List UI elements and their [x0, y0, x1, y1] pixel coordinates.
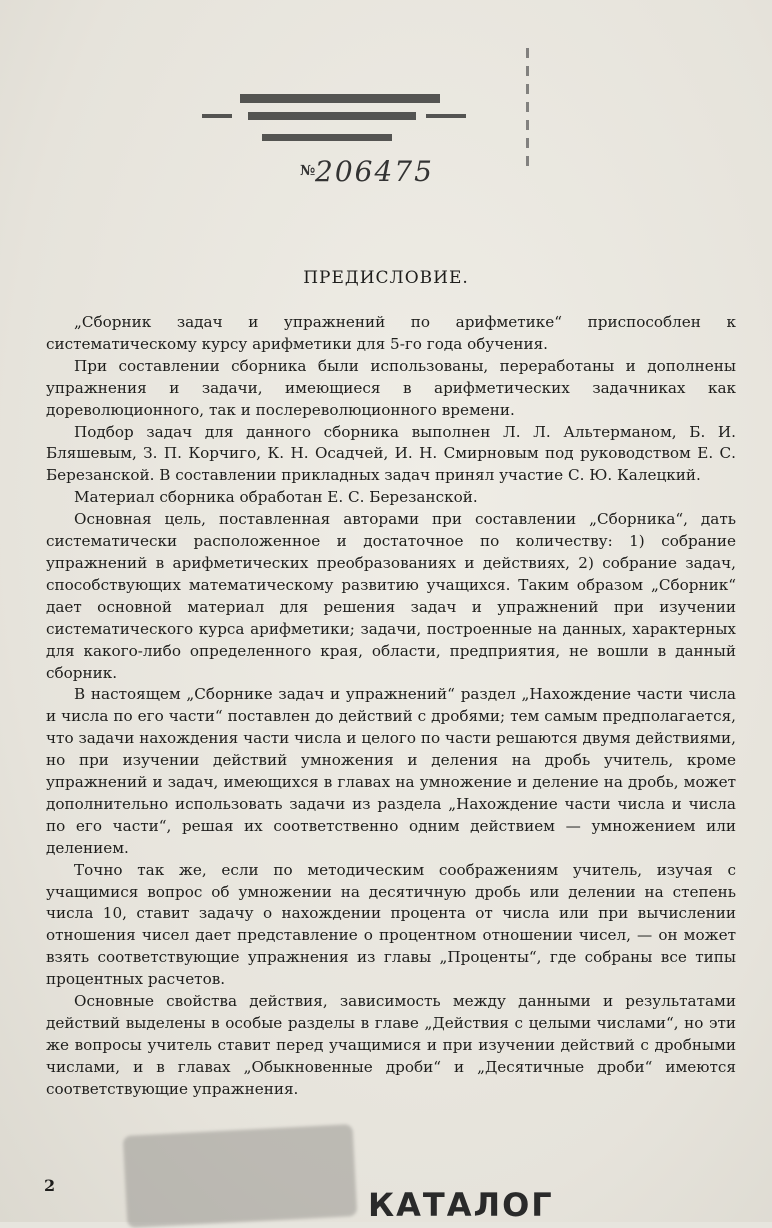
paragraph: Основная цель, поставленная авторами при составлении „Сборника“, дать систематически расположенное и достаточное по количеству: 1) собрание упражнений в арифметических преобразованиях и действиях, 2) собрание задач, способствующих математическому развитию учащихся. Таким образом „Сборник“ дает основной материал для решения задач и упражнений при изучении систематического курса арифметики; задачи, построенные на данных, характерных для какого-либо определенного края, области, предприятия, не вошли в данный сборник.: [46, 510, 736, 682]
page-title: ПРЕДИСЛОВИЕ.: [303, 268, 469, 288]
preface-text: [46, 312, 736, 1101]
margin-mark: [526, 48, 529, 166]
page-number: 2: [44, 1176, 56, 1195]
paragraph: При составлении сборника были использованы, переработаны и дополнены упражнения и задачи, имеющиеся в арифметических задачниках как дореволюционного, так и послереволюционного времени.: [46, 356, 736, 419]
ink-stamp-blot: [123, 1124, 357, 1228]
paragraph: Основные свойства действия, зависимость между данными и результатами действий выделены в особые разделы в главе „Действия с целыми числами“, но эти же вопросы учитель ставит перед учащимися и при изучении действий с дробными числами, и в главах „Обыкновенные дроби“ и „Десятичные дроби“ имеются соответствующие упражнения.: [46, 992, 736, 1098]
paragraph: Точно так же, если по методическим соображениям учитель, изучая с учащимися вопрос об умножении на десятичную дробь или делении на степень числа 10, ставит задачу о нахождении процента от числа или при вычислении отношения чисел дает представление о процентном отношении чисел, — он может взять соответствующие упражнения из главы „Проценты“, где собраны все типы процентных расчетов.: [46, 860, 736, 989]
inventory-number: 206475: [315, 155, 434, 188]
paragraph: Материал сборника обработан Е. С. Березанской.: [74, 488, 478, 507]
stamp-number-sign: №: [300, 163, 316, 179]
paragraph: Подбор задач для данного сборника выполнен Л. Л. Альтерманом, Б. И. Бляшевым, З. П. Корчиго, К. Н. Осадчей, И. Н. Смирновым под руководством Е. С. Березанской. В составлении прикладных задач принял участие С. Ю. Калецкий.: [46, 422, 736, 485]
catalog-stamp: КАТАЛОГ: [368, 1186, 554, 1224]
paragraph: „Сборник задач и упражнений по арифметике“ приспособлен к систематическому курсу арифметики для 5-го года обучения.: [46, 313, 736, 353]
paragraph: В настоящем „Сборнике задач и упражнений“ раздел „Нахождение части числа и числа по его части“ поставлен до действий с дробями; тем самым предполагается, что задачи нахождения части числа и целого по части решаются двумя действиями, но при изучении действий умножения и деления на дробь учитель, кроме упражнений и задач, имеющихся в главах на умножение и деление на дробь, может дополнительно использовать задачи из раздела „Нахождение части числа и числа по его части“, решая их соответственно одним действием — умножением или делением.: [46, 685, 736, 857]
